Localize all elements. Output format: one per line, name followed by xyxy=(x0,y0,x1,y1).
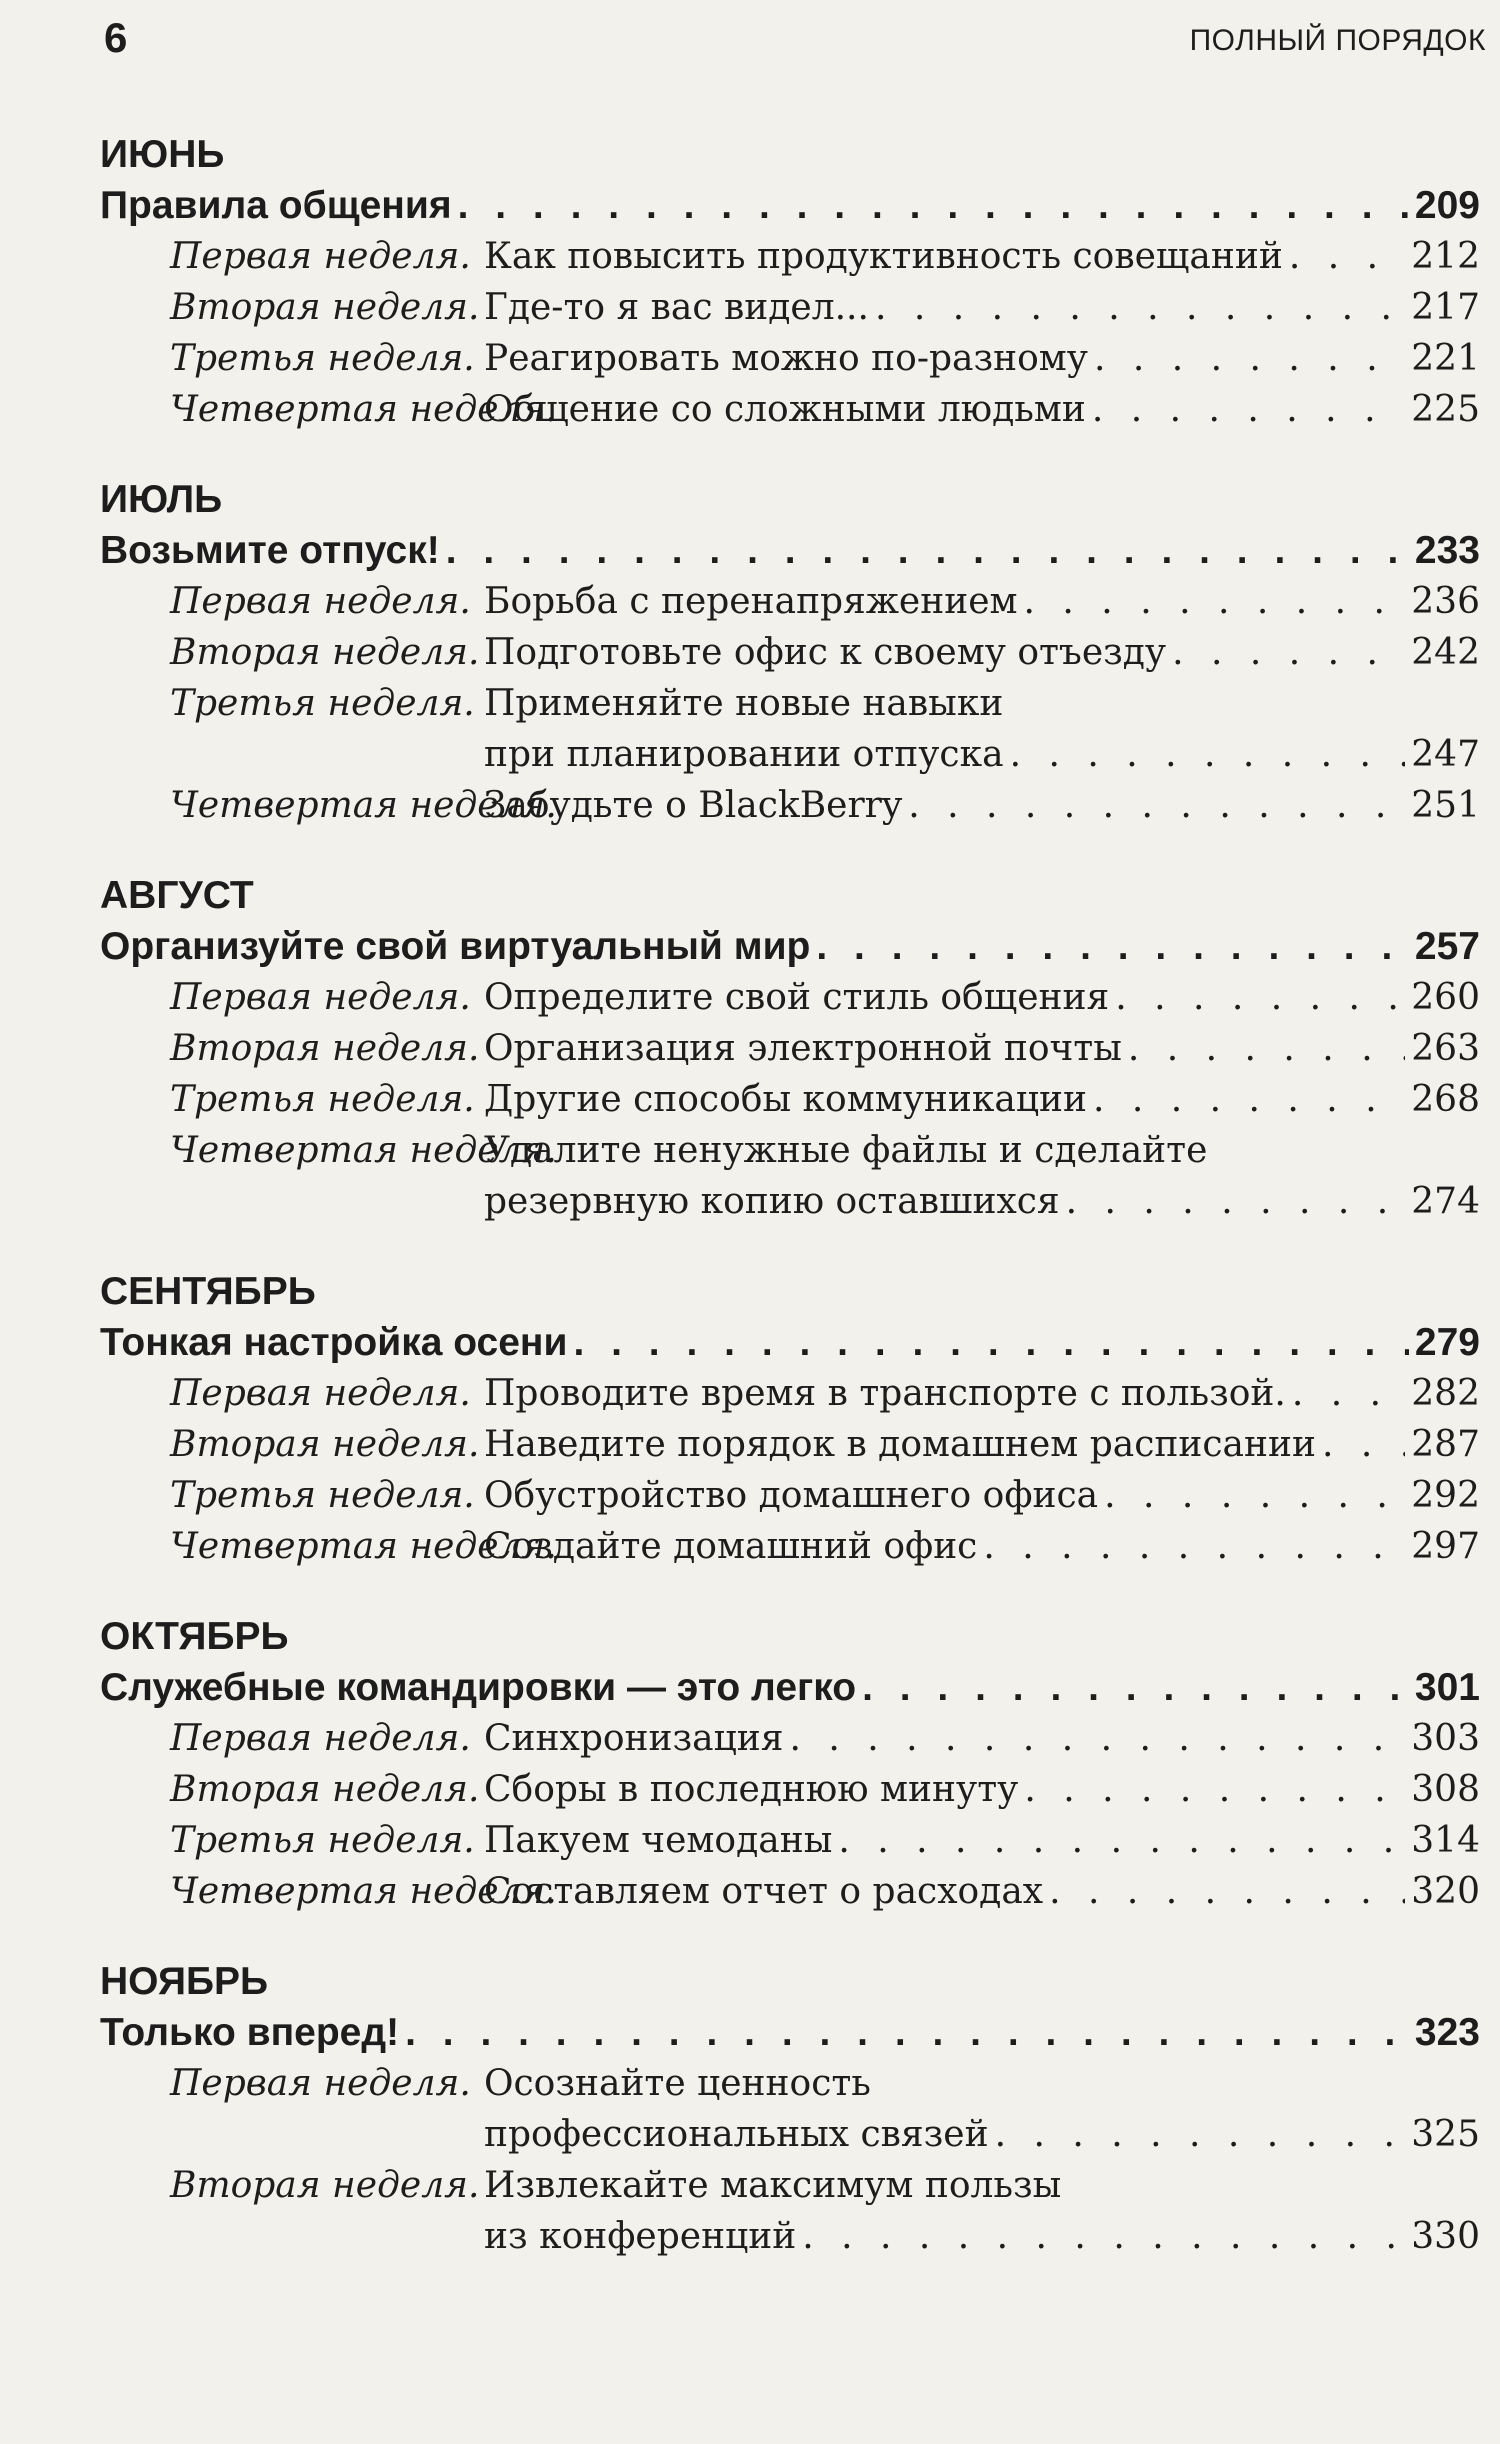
week-title: Обустройство домашнего офиса xyxy=(484,1475,1099,1516)
week-title: Борьба с перенапряжением xyxy=(484,581,1018,622)
week-entry xyxy=(100,627,1480,678)
week-entry xyxy=(100,1023,1480,1074)
week-title: Сборы в последнюю минуту xyxy=(484,1769,1019,1810)
week-entry xyxy=(100,1521,1480,1572)
leader-dots xyxy=(816,921,1409,972)
week-entry xyxy=(100,2109,1480,2160)
week-label: Вторая неделя. xyxy=(170,1769,480,1810)
table-of-contents xyxy=(100,130,1480,2302)
week-label: Первая неделя. xyxy=(170,2063,471,2104)
week-title: Наведите порядок в домашнем расписании xyxy=(484,1424,1316,1465)
week-page-number: 212 xyxy=(1411,236,1480,277)
month-section xyxy=(100,871,1480,1227)
week-title: Применяйте новые навыки xyxy=(484,683,1004,724)
chapter-entry xyxy=(100,2007,1480,2058)
week-entry xyxy=(100,1764,1480,1815)
week-page-number: 236 xyxy=(1411,581,1480,622)
week-page-number: 308 xyxy=(1411,1769,1480,1810)
week-entry xyxy=(100,576,1480,627)
week-entry xyxy=(100,282,1480,333)
week-label: Третья неделя. xyxy=(170,1820,475,1861)
week-page-number: 297 xyxy=(1411,1526,1480,1567)
leader-dots xyxy=(1066,1176,1406,1227)
week-entry xyxy=(100,678,1480,729)
month-section xyxy=(100,1267,1480,1572)
chapter-page-number: 209 xyxy=(1414,184,1480,227)
leader-dots xyxy=(1292,1368,1405,1419)
week-label: Вторая неделя. xyxy=(170,1028,480,1069)
week-title: профессиональных связей xyxy=(484,2114,989,2155)
chapter-entry xyxy=(100,921,1480,972)
week-page-number: 303 xyxy=(1411,1718,1480,1759)
month-section xyxy=(100,1957,1480,2262)
week-title: из конференций xyxy=(484,2216,797,2257)
week-title: Осознайте ценность xyxy=(484,2063,871,2104)
week-page-number: 260 xyxy=(1411,977,1480,1018)
month-section xyxy=(100,1612,1480,1917)
leader-dots xyxy=(1024,576,1406,627)
week-page-number: 217 xyxy=(1411,287,1480,328)
week-label: Вторая неделя. xyxy=(170,1424,480,1465)
leader-dots xyxy=(995,2109,1406,2160)
month-heading: ИЮЛЬ xyxy=(100,478,223,521)
page-header xyxy=(100,14,1486,74)
chapter-page-number: 279 xyxy=(1414,1321,1480,1364)
week-title: Подготовьте офис к своему отъезду xyxy=(484,632,1167,673)
week-label: Вторая неделя. xyxy=(170,632,480,673)
leader-dots xyxy=(790,1713,1406,1764)
chapter-page-number: 323 xyxy=(1414,2011,1480,2054)
week-entry xyxy=(100,1125,1480,1176)
week-title: резервную копию оставшихся xyxy=(484,1181,1060,1222)
week-title: Где-то я вас видел... xyxy=(484,287,869,328)
week-label: Вторая неделя. xyxy=(170,2165,480,2206)
leader-dots xyxy=(1024,1764,1405,1815)
week-label: Первая неделя. xyxy=(170,236,471,277)
week-title: Другие способы коммуникации xyxy=(484,1079,1087,1120)
week-label: Третья неделя. xyxy=(170,683,475,724)
week-page-number: 320 xyxy=(1411,1871,1480,1912)
week-title: Организация электронной почты xyxy=(484,1028,1122,1069)
week-label: Первая неделя. xyxy=(170,1718,471,1759)
week-page-number: 292 xyxy=(1411,1475,1480,1516)
month-heading: АВГУСТ xyxy=(100,874,254,917)
month-heading: ОКТЯБРЬ xyxy=(100,1615,289,1658)
leader-dots xyxy=(1094,333,1405,384)
week-entry xyxy=(100,1470,1480,1521)
week-title: Синхронизация xyxy=(484,1718,784,1759)
week-label: Третья неделя. xyxy=(170,1079,475,1120)
week-label: Третья неделя. xyxy=(170,1475,475,1516)
week-entry xyxy=(100,384,1480,435)
week-title: Общение со сложными людьми xyxy=(484,389,1086,430)
chapter-title: Правила общения xyxy=(100,184,452,227)
week-label: Третья неделя. xyxy=(170,338,475,379)
leader-dots xyxy=(908,780,1405,831)
week-page-number: 225 xyxy=(1411,389,1480,430)
leader-dots xyxy=(1092,384,1405,435)
leader-dots xyxy=(446,525,1409,576)
week-label: Четвертая неделя. xyxy=(170,785,557,826)
week-page-number: 221 xyxy=(1411,338,1480,379)
leader-dots xyxy=(1289,231,1405,282)
week-page-number: 325 xyxy=(1411,2114,1480,2155)
chapter-entry xyxy=(100,1662,1480,1713)
month-section xyxy=(100,130,1480,435)
chapter-page-number: 301 xyxy=(1414,1666,1480,1709)
week-title: Пакуем чемоданы xyxy=(484,1820,833,1861)
leader-dots xyxy=(1115,972,1405,1023)
week-entry xyxy=(100,231,1480,282)
leader-dots xyxy=(862,1662,1409,1713)
week-label: Первая неделя. xyxy=(170,1373,471,1414)
week-entry xyxy=(100,1713,1480,1764)
chapter-title: Возьмите отпуск! xyxy=(100,529,440,572)
week-entry xyxy=(100,972,1480,1023)
week-label: Вторая неделя. xyxy=(170,287,480,328)
week-title: Определите свой стиль общения xyxy=(484,977,1110,1018)
leader-dots xyxy=(1322,1419,1405,1470)
month-section xyxy=(100,475,1480,831)
week-page-number: 251 xyxy=(1411,785,1480,826)
week-entry xyxy=(100,1176,1480,1227)
week-page-number: 314 xyxy=(1411,1820,1480,1861)
week-entry xyxy=(100,2211,1480,2262)
month-heading: ИЮНЬ xyxy=(100,133,225,176)
week-page-number: 263 xyxy=(1411,1028,1480,1069)
chapter-entry xyxy=(100,1317,1480,1368)
leader-dots xyxy=(458,180,1409,231)
leader-dots xyxy=(802,2211,1405,2262)
week-label: Первая неделя. xyxy=(170,977,471,1018)
week-entry xyxy=(100,1074,1480,1125)
week-label: Четвертая неделя. xyxy=(170,1526,557,1567)
week-entry xyxy=(100,1815,1480,1866)
leader-dots xyxy=(1104,1470,1405,1521)
week-label: Четвертая неделя. xyxy=(170,1871,557,1912)
chapter-title: Организуйте свой виртуальный мир xyxy=(100,925,811,968)
week-entry xyxy=(100,333,1480,384)
chapter-title: Тонкая настройка осени xyxy=(100,1321,568,1364)
running-title: ПОЛНЫЙ ПОРЯДОК xyxy=(1189,24,1486,57)
week-title: при планировании отпуска xyxy=(484,734,1004,775)
leader-dots xyxy=(1049,1866,1405,1917)
chapter-title: Только вперед! xyxy=(100,2011,400,2054)
week-entry xyxy=(100,1368,1480,1419)
chapter-entry xyxy=(100,525,1480,576)
leader-dots xyxy=(1010,729,1406,780)
chapter-title: Служебные командировки — это легко xyxy=(100,1666,857,1709)
chapter-page-number: 257 xyxy=(1414,925,1480,968)
week-entry xyxy=(100,780,1480,831)
week-entry xyxy=(100,1866,1480,1917)
leader-dots xyxy=(838,1815,1405,1866)
week-label: Четвертая неделя. xyxy=(170,1130,557,1171)
week-page-number: 274 xyxy=(1411,1181,1480,1222)
leader-dots xyxy=(405,2007,1409,2058)
week-page-number: 268 xyxy=(1411,1079,1480,1120)
leader-dots xyxy=(875,282,1405,333)
week-entry xyxy=(100,1419,1480,1470)
leader-dots xyxy=(983,1521,1405,1572)
leader-dots xyxy=(1093,1074,1405,1125)
week-entry xyxy=(100,729,1480,780)
week-title: Извлекайте максимум пользы xyxy=(484,2165,1062,2206)
week-title: Проводите время в транспорте с пользой. xyxy=(484,1373,1286,1414)
week-entry xyxy=(100,2160,1480,2211)
week-title: Реагировать можно по-разному xyxy=(484,338,1088,379)
week-entry xyxy=(100,2058,1480,2109)
leader-dots xyxy=(1172,627,1405,678)
page-number: 6 xyxy=(104,14,128,61)
week-label: Первая неделя. xyxy=(170,581,471,622)
leader-dots xyxy=(573,1317,1408,1368)
week-title: Удалите ненужные файлы и сделайте xyxy=(484,1130,1208,1171)
chapter-entry xyxy=(100,180,1480,231)
week-title: Забудьте о BlackBerry xyxy=(484,785,903,826)
week-label: Четвертая неделя. xyxy=(170,389,557,430)
week-title: Создайте домашний офис xyxy=(484,1526,978,1567)
week-page-number: 247 xyxy=(1411,734,1480,775)
week-page-number: 287 xyxy=(1411,1424,1480,1465)
leader-dots xyxy=(1128,1023,1405,1074)
week-title: Как повысить продуктивность совещаний xyxy=(484,236,1283,277)
month-heading: НОЯБРЬ xyxy=(100,1960,269,2003)
month-heading: СЕНТЯБРЬ xyxy=(100,1270,316,1313)
week-page-number: 242 xyxy=(1411,632,1480,673)
week-page-number: 330 xyxy=(1411,2216,1480,2257)
chapter-page-number: 233 xyxy=(1414,529,1480,572)
week-title: Составляем отчет о расходах xyxy=(484,1871,1044,1912)
week-page-number: 282 xyxy=(1411,1373,1480,1414)
